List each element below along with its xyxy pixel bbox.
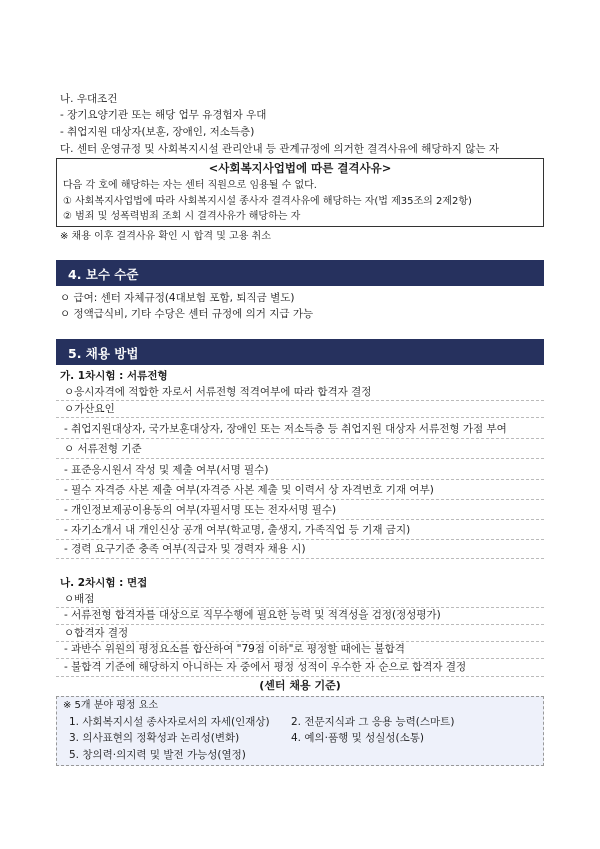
evaluation-item: 1. 사회복지시설 종사자로서의 자세(인재상) [69,716,270,728]
second-exam-row: ㅇ합격자 결정 [56,625,544,642]
second-exam-row: - 불합격 기준에 해당하지 아니하는 자 중에서 평정 성적이 우수한 자 순으로 합격자 결정 [56,659,544,677]
evaluation-item: 2. 전문지식과 그 응용 능력(스마트) [291,716,455,728]
evaluation-heading: ※ 5개 분야 평정 요소 [63,700,159,711]
disqualification-box-intro: 다음 각 호에 해당하는 자는 센터 직원으로 임용될 수 없다. [63,180,317,191]
criteria-title: (센터 채용 기준) [259,679,341,692]
evaluation-item: 5. 창의력·의지력 및 발전 가능성(열정) [69,749,246,761]
first-exam-row: ㅇ 서류전형 기준 [56,441,544,459]
evaluation-item: 3. 의사표현의 정확성과 논리성(변화) [69,732,240,744]
salary-item: ㅇ 정액급식비, 기타 수당은 센터 규정에 의거 지급 가능 [60,308,314,320]
disqualification-box-item: ① 사회복지사업법에 따라 사회복지시설 종사자 결격사유에 해당하는 자(법 제35조의 2제2항) [63,196,472,207]
first-exam-row: - 취업지원대상자, 국가보훈대상자, 장애인 또는 저소득층 등 취업지원 대상자 서류전형 가점 부여 [56,421,544,439]
preferential-item: - 취업지원 대상자(보훈, 장애인, 저소득층) [60,126,255,138]
second-exam-row: - 과반수 위원의 평정요소를 합산하여 "79점 이하"로 평정할 때에는 불합격 [56,641,544,659]
preferential-item: - 장기요양기관 또는 해당 업무 유경험자 우대 [60,109,267,121]
disqualification-note: ※ 채용 이후 결격사유 확인 시 합격 및 고용 취소 [60,231,271,242]
section5-header [56,339,544,365]
second-exam-heading: 나. 2차시험 : 면접 [60,577,148,589]
first-exam-row: - 개인정보제공이용동의 여부(자필서명 또는 전자서명 필수) [56,502,544,520]
evaluation-item: 4. 예의·품행 및 성실성(소통) [291,732,424,744]
disqualification-box [56,158,544,227]
section4-header [56,260,544,286]
disqualification-box-title: <사회복지사업법에 따른 결격사유> [208,161,392,175]
salary-item: ㅇ 급여: 센터 자체규정(4대보험 포함, 퇴직금 별도) [60,292,295,304]
disqualification-heading: 다. 센터 운영규정 및 사회복지시설 관리안내 등 관계규정에 의거한 결격사유에 해당하지 않는 자 [60,143,499,155]
first-exam-row: - 표준응시원서 작성 및 제출 여부(서명 필수) [56,462,544,480]
section4-title: 4. 보수 수준 [68,267,139,282]
first-exam-row: - 자기소개서 내 개인신상 공개 여부(학교명, 출생지, 가족직업 등 기재 금지) [56,522,544,540]
first-exam-row: - 필수 자격증 사본 제출 여부(자격증 사본 제출 및 이력서 상 자격번호 기재 여부) [56,482,544,500]
first-exam-heading: 가. 1차시험 : 서류전형 [60,370,168,382]
disqualification-box-item: ② 범죄 및 성폭력범죄 조회 시 결격사유가 해당하는 자 [63,211,301,222]
first-exam-row: ㅇ응시자격에 적합한 자로서 서류전형 적격여부에 따라 합격자 결정 [56,384,544,401]
first-exam-row: ㅇ가산요인 [56,401,544,418]
second-exam-row: - 서류전형 합격자를 대상으로 직무수행에 필요한 능력 및 적격성을 검정(정성평가) [56,607,544,625]
evaluation-box [56,696,544,766]
section5-title: 5. 채용 방법 [68,346,139,361]
first-exam-row: - 경력 요구기준 충족 여부(직급자 및 경력자 채용 시) [56,541,544,559]
preferential-heading: 나. 우대조건 [60,93,118,105]
second-exam-row: ㅇ배점 [56,591,544,608]
